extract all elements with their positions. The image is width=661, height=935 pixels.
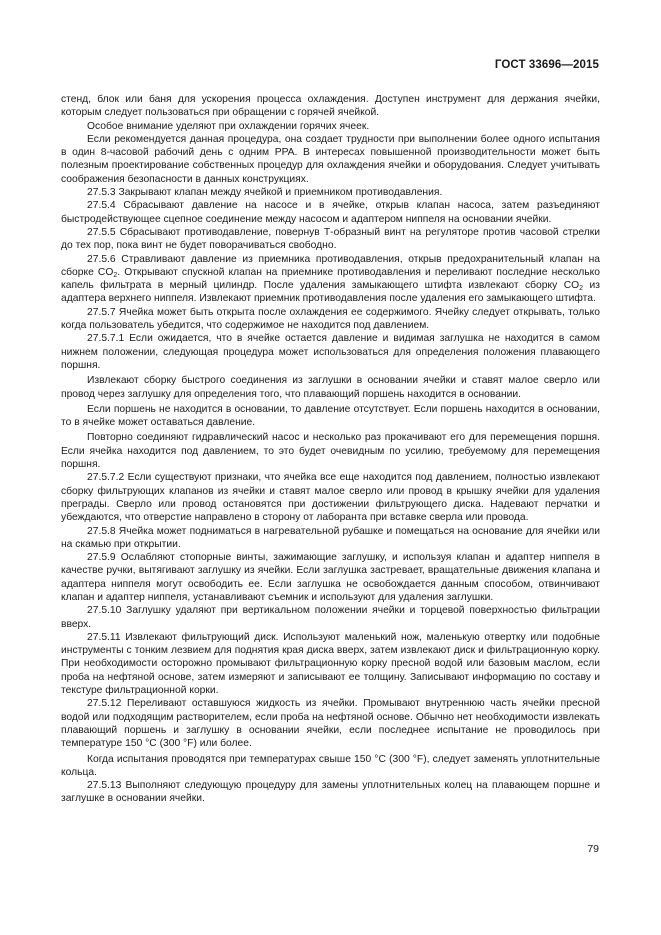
paragraph: 27.5.10 Заглушку удаляют при вертикальном положении ячейки и торцевой поверхностью фильтрации вверх. (61, 605, 600, 630)
paragraph: 27.5.3 Закрывают клапан между ячейкой и приемником противодавления. (87, 187, 443, 199)
paragraph: стенд, блок или баня для ускорения процесса охлаждения. Доступен инструмент для держания ячейки, которым следует пользоваться при обращении с горячей ячейкой. (61, 94, 600, 119)
paragraph: 27.5.9 Ослабляют стопорные винты, зажимающие заглушку, и используя клапан и адаптер ниппеля в качестве ручки, вытягивают заглушку из ячейки. Если заглушка застревает, вращательные движения клапана и адаптера ниппеля могут освободить ее. Если заглушка не освобождается данным способом, отвинчивают клапан и адаптер ниппеля, устанавливают съемник и используют для удаления заглушки. (61, 552, 600, 603)
paragraph: Извлекают сборку быстрого соединения из заглушки в основании ячейки и ставят малое сверло или провод через заглушку для определения того, что плавающий поршень находится в основании. (61, 375, 600, 400)
paragraph: 27.5.7 Ячейка может быть открыта после охлаждения ее содержимого. Ячейку следует открывать, только когда пользователь убедится, что содержимое не находится под давлением. (61, 306, 600, 332)
paragraph: 27.5.8 Ячейка может подниматься в нагревательной рубашке и помещаться на основание для ячейки или на скамью при открытии. (61, 525, 600, 550)
paragraph: Если рекомендуется данная процедура, она создает трудности при выполнении более одного испытания в один 8-часовой рабочий день с одним PPA. В интересах повышенной производительности может быть полезным проектирование собственных процедур для охлаждения ячейки и оборудования. Следует учитывать соображения безопасности в данных конструкциях. (61, 133, 600, 185)
paragraph: 27.5.13 Выполняют следующую процедуру для замены уплотнительных колец на плавающем поршне и заглушке в основании ячейки. (61, 780, 600, 805)
document-standard-number: ГОСТ 33696—2015 (494, 59, 599, 71)
paragraph: 27.5.6 Стравливают давление из приемника противодавления, открыв предохранительный клапан на сборке $CO_2$. Открывают спускной клапан на приемнике противодавления и переливают последние несколько капель фильтрата в мерный цилиндр. После удаления замыкающего штифта извлекают сборку $CO_2$ из адаптера верхнего ниппеля. Извлекают приемник противодавления после удаления его замыкающего штифта. (61, 253, 600, 305)
paragraph: 27.5.7.2 Если существуют признаки, что ячейка все еще находится под давлением, полностью извлекают сборку фильтрующих клапанов из ячейки и ставят малое сверло или провод в крышку ячейки для удаления преграды. Сверло или провод остановятся при достижении фильтрующего диска. Надевают перчатки и убеждаются, что отверстие направлено в сторону от лаборанта при вставке сверла или провода. (61, 472, 600, 524)
paragraph: 27.5.12 Переливают оставшуюся жидкость из ячейки. Промывают внутреннюю часть ячейки пресной водой или подходящим растворителем, если проба на нефтяной основе. Обычно нет необходимости извлекать плавающий поршень и заглушку в основании ячейки, если последнее испытание не проводилось при температуре 150 °С (300 °F) или более. (61, 698, 600, 750)
paragraph: 27.5.7.1 Если ожидается, что в ячейке остается давление и видимая заглушка не находится в самом нижнем положении, следующая процедура может использоваться для определения положения плавающего поршня. (61, 333, 600, 371)
paragraph: Когда испытания проводятся при температурах свыше 150 °С (300 °F), следует заменять уплотнительные кольца. (61, 753, 600, 778)
paragraph: Если поршень не находится в основании, то давление отсутствует. Если поршень находится в основании, то в ячейке может оставаться давление. (61, 403, 600, 429)
paragraph: Особое внимание уделяют при охлаждении горячих ячеек. (87, 120, 370, 132)
paragraph: 27.5.5 Сбрасывают противодавление, повернув Т-образный винт на регуляторе против часовой стрелки до тех пор, пока винт не будет поворачиваться свободно. (61, 226, 600, 252)
paragraph: 27.5.11 Извлекают фильтрующий диск. Используют маленький нож, маленькую отвертку или подобные инструменты с тонким лезвием для поднятия края диска вверх, затем извлекают диск и фильтрационную корку. При необходимости осторожно промывают фильтрационную корку пресной водой или базовым маслом, если проба на нефтяной основе, затем измеряют и записывают ее толщину. Записывают информацию по составу и текстуре фильтрационной корки. (61, 631, 600, 697)
paragraph: Повторно соединяют гидравлический насос и несколько раз прокачивают его для перемещения поршня. Если ячейка находится под давлением, то это будет очевидным по усилию, требуемому для перемещения поршня. (61, 432, 600, 471)
page-number: 79 (587, 843, 599, 855)
document-body (61, 93, 600, 806)
paragraph: 27.5.4 Сбрасывают давление на насосе и в ячейке, открыв клапан насоса, затем разъединяют быстродействующее сцепное соединение между насосом и адаптером ниппеля на основании ячейки. (61, 200, 600, 225)
